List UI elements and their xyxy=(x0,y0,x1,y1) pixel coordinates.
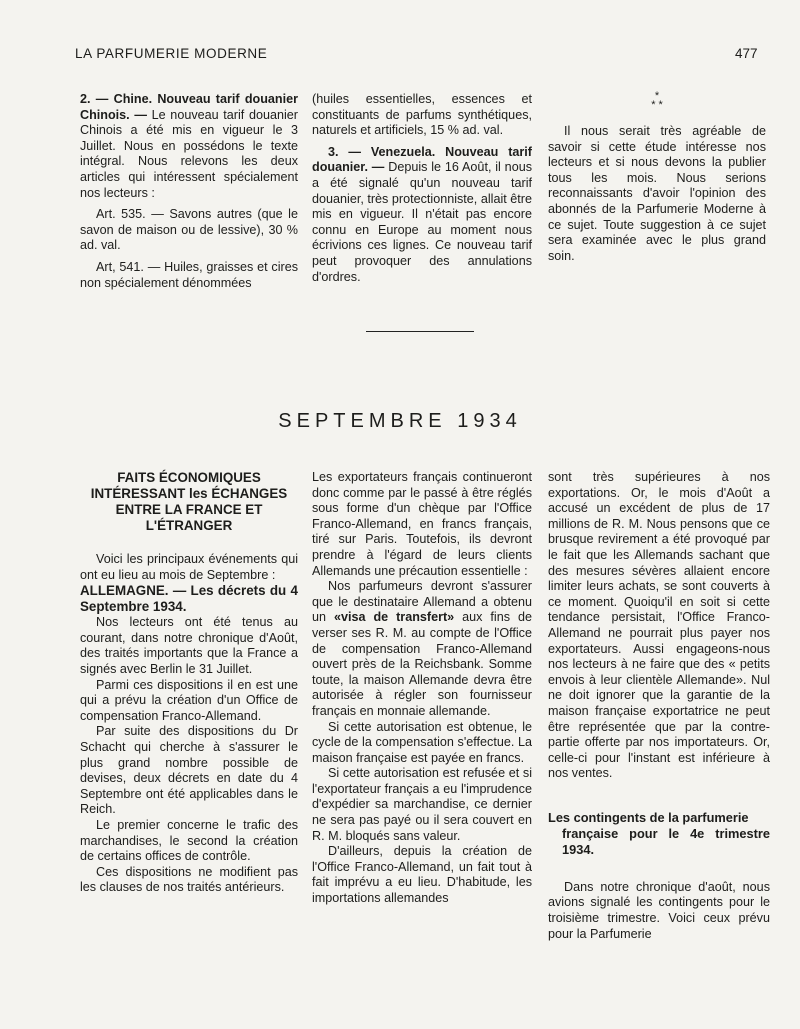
china-paragraph xyxy=(80,92,298,201)
asterism-top: * xyxy=(654,90,660,102)
bottom-column-1 xyxy=(80,470,298,896)
visa-paragraph xyxy=(312,579,532,719)
quotas-subheading-line-2: française pour le 4e trimestre 1934. xyxy=(562,825,770,857)
art-541-paragraph: Art, 541. — Huiles, graisses et cires non spécialement dénommées xyxy=(80,259,298,290)
china-heading: 2. — Chine. Nouveau tarif douanier Chinois. — xyxy=(80,92,298,122)
bottom-column-2 xyxy=(312,470,532,907)
visa-text-a: Nos parfumeurs devront s'assurer que le destinataire Allemand a obtenu un xyxy=(312,579,532,625)
visa-text-b: aux fins de verser ses R. M. au compte de l'Office de compensation Franco-Allemand ouvert près de la Reichsbank. Somme toute, la maison Allemande devra être autorisée à régler son fournisseur français en monnaie allemande. xyxy=(312,610,532,718)
page-number: 477 xyxy=(735,46,758,61)
art-535-paragraph: Art. 535. — Savons autres (que le savon de maison ou de lessive), 30 % ad. val. xyxy=(80,207,298,253)
top-column-1 xyxy=(80,92,298,291)
asterism-separator xyxy=(548,92,766,110)
quotas-subheading-line-1: Les contingents de la parfumerie xyxy=(548,809,749,825)
germany-paragraph-2: Parmi ces dispositions il en est une qui a prévu la création d'un Office de compensation Franco-Allemand. xyxy=(80,677,298,723)
venezuela-paragraph xyxy=(312,145,532,285)
top-column-3 xyxy=(548,92,766,264)
asterism-bottom: * * xyxy=(651,99,663,111)
top-column-2 xyxy=(312,92,532,285)
germany-paragraph-1: Nos lecteurs ont été tenus au courant, dans notre chronique d'Août, des traités importants que la France a signés avec Berlin le 31 Juillet. xyxy=(80,615,298,676)
reader-request-paragraph: Il nous serait très agréable de savoir si cette étude intéresse nos lecteurs et si nous devons la publier tous les mois. Nous serions reconnaissants d'avoir l'opinion des abonnés de la Parfumerie Moderne à ce sujet. Toute suggestion à ce sujet sera examinée avec le plus grand soin. xyxy=(548,124,766,263)
authorization-obtained-paragraph: Si cette autorisation est obtenue, le cycle de la compensation s'effectue. La maison française est payée en francs. xyxy=(312,719,532,765)
germany-paragraph-4: Le premier concerne le trafic des marchandises, le second la création de certains offices de contrôle. xyxy=(80,817,298,864)
bottom-column-3 xyxy=(548,470,770,942)
art-541-continued: (huiles essentielles, essences et constituants de parfums synthétiques, naturels et artificiels, 15 % ad. val. xyxy=(312,92,532,138)
intro-paragraph: Voici les principaux événements qui ont eu lieu au mois de Septembre : xyxy=(80,552,298,582)
venezuela-heading: 3. — Venezuela. Nouveau tarif douanier. — xyxy=(312,144,532,175)
quotas-subheading xyxy=(548,810,770,858)
visa-term: «visa de transfert» xyxy=(333,610,455,625)
germany-paragraph-3: Par suite des dispositions du Dr Schacht qui cherche à s'assurer le plus grand nombre possible de devises, deux décrets en date du 4 Septembre ont été applicables dans le Reich. xyxy=(80,724,298,817)
venezuela-text: Depuis le 16 Août, il nous a été signalé qu'un nouveau tarif douanier, très protectionniste, allait être mis en vigueur. Il n'était pas encore connu en Europe au moment nous écrivions ces lignes. Ce nouveau tarif peut provoquer des annulations d'ordres. xyxy=(312,160,532,284)
germany-paragraph-5: Ces dispositions ne modifient pas les clauses de nos traités antérieurs. xyxy=(80,864,298,895)
section-title: FAITS ÉCONOMIQUES INTÉRESSANT les ÉCHANGES ENTRE LA FRANCE ET L'ÉTRANGER xyxy=(90,470,288,533)
month-title: SEPTEMBRE 1934 xyxy=(278,410,522,432)
imports-paragraph: sont très supérieures à nos exportations. Or, le mois d'Août a accusé un excédent de plus de 17 millions de R. M. Nous pensons que ce brusque revirement a été provoqué par le fait que les Allemands sachant que des mesures sévères allaient encore limiter leurs achats, se sont couverts à ce moment. Quoiqu'il en soit si cette tendance persistait, l'Office Franco-Allemand ne pourrait plus payer nos exportateurs. Aussi engageons-nous nos lecteurs à ne faire que des « petits envois à leur clientèle Allemande». Nul ne doit ignorer que la garantie de la maison française exportatrice ne peut être représentée que par la contre-partie offerte par nos importateurs. Or, celle-ci pour l'instant est inférieure à nos ventes. xyxy=(548,470,770,781)
china-text: Le nouveau tarif douanier Chinois a été mis en vigueur le 3 Juillet. Nous en possédons le texte intégral. Nous relevons les deux articles qui intéressent spécialement nos lecteurs : xyxy=(80,107,298,200)
quotas-paragraph: Dans notre chronique d'août, nous avions signalé les contingents pour le troisième trimestre. Voici ceux prévu pour la Parfumerie xyxy=(548,879,770,941)
germany-subheading: ALLEMAGNE. — Les décrets du 4 Septembre 1934. xyxy=(80,583,298,615)
unexpected-fact-paragraph: D'ailleurs, depuis la création de l'Office Franco-Allemand, un fait tout à fait imprévu a eu lieu. D'habitude, les importations allemandes xyxy=(312,844,532,906)
authorization-refused-paragraph: Si cette autorisation est refusée et si l'exportateur français a eu l'imprudence d'expédier sa marchandise, ce dernier ne sera pas payé ou il sera couvert en R. M. bloqués sans valeur. xyxy=(312,766,532,843)
running-header: LA PARFUMERIE MODERNE xyxy=(75,46,268,61)
exporters-paragraph: Les exportateurs français continueront donc comme par le passé à être réglés sous forme d'un chèque par l'Office Franco-Allemand, en francs français, tiré sur Paris. Toutefois, ils devront prendre à l'égard de leurs clients Allemands une précaution essentielle : xyxy=(312,470,532,578)
section-divider xyxy=(366,331,474,332)
